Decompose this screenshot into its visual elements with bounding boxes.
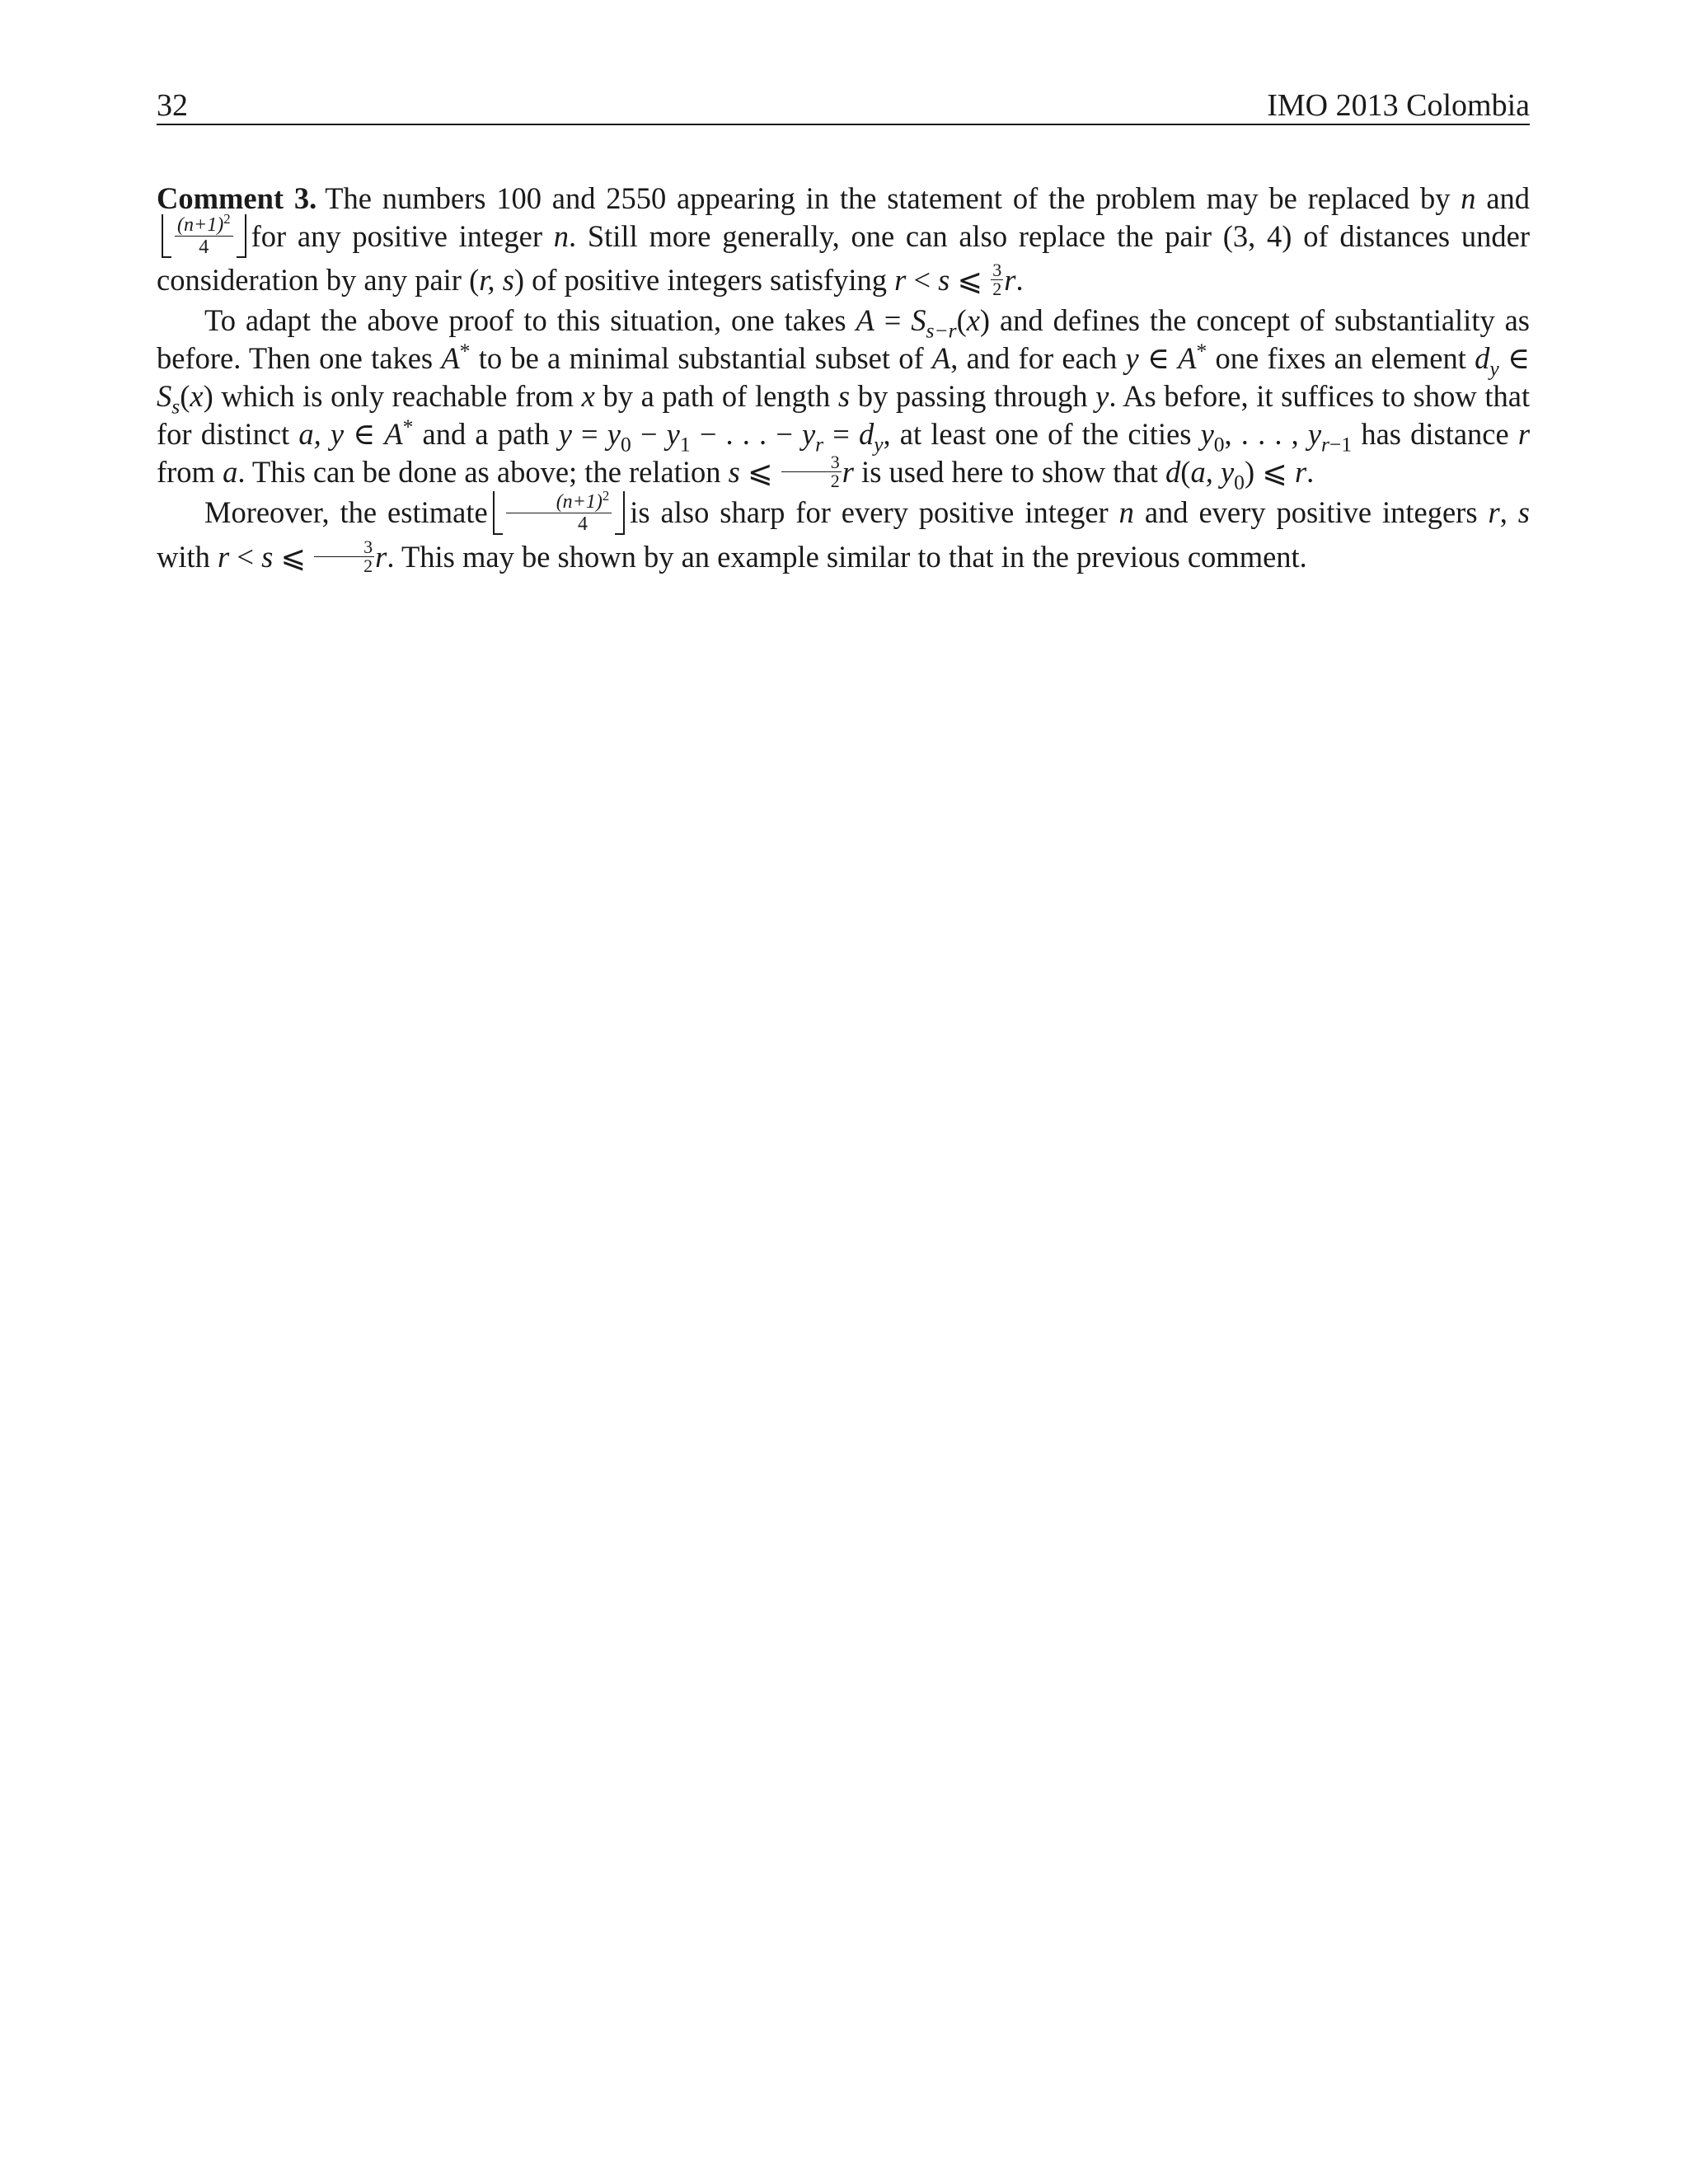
body-text: [157, 180, 1530, 579]
running-header: [157, 82, 1530, 125]
floor-fraction: $\frac{(n+1)^2}{4}$: [493, 491, 626, 535]
comment-label: Comment 3.: [157, 181, 317, 215]
comment-paragraph: Comment 3. The numbers 100 and 2550 appearing in the statement of the problem may be replaced by n and $\frac{(n+1)^2}{4}$ for any positive integer n. Still more generally, one can also replace the pair (3, 4) of distances under consideration by any pair (r, s) of positive integers satisfying r < s ⩽ $\frac{3}{2}$ r.: [157, 181, 1531, 300]
header-title: IMO 2013 Colombia: [1267, 88, 1530, 123]
page-number: 32: [157, 88, 188, 123]
adaptation-paragraph: To adapt the above proof to this situation, one takes $A = S_{s-r}(x)$ and defines the concept of substantiality as before. Then one takes A* to be a minimal substantial subset of A, and for each y ∈ A* one fixes an element $d_y$ ∈ $S_s(x)$ which is only reachable from x by a path of length s by passing through y. As before, it suffices to show that for distinct a, y ∈ A* and a path $y = y_0 - y_1$ − . . . − $y_r = d_y$, at least one of the cities $y_0$, . . . , $y_{r-1}$ has distance r from a. This can be done as above; the relation s ⩽ $\frac{3}{2}$ r is used here to show that d(a, $y_0$) ⩽ r.: [157, 303, 1531, 494]
sharpness-paragraph: Moreover, the estimate $\frac{(n+1)^2}{4}$ is also sharp for every positive integer n and every positive integers r, s with r < s ⩽ $\frac{3}{2}$ r. This may be shown by an example similar to that in the previous comment.: [157, 487, 1531, 576]
floor-fraction: $\frac{(n+1)^2}{4}$: [162, 214, 246, 258]
